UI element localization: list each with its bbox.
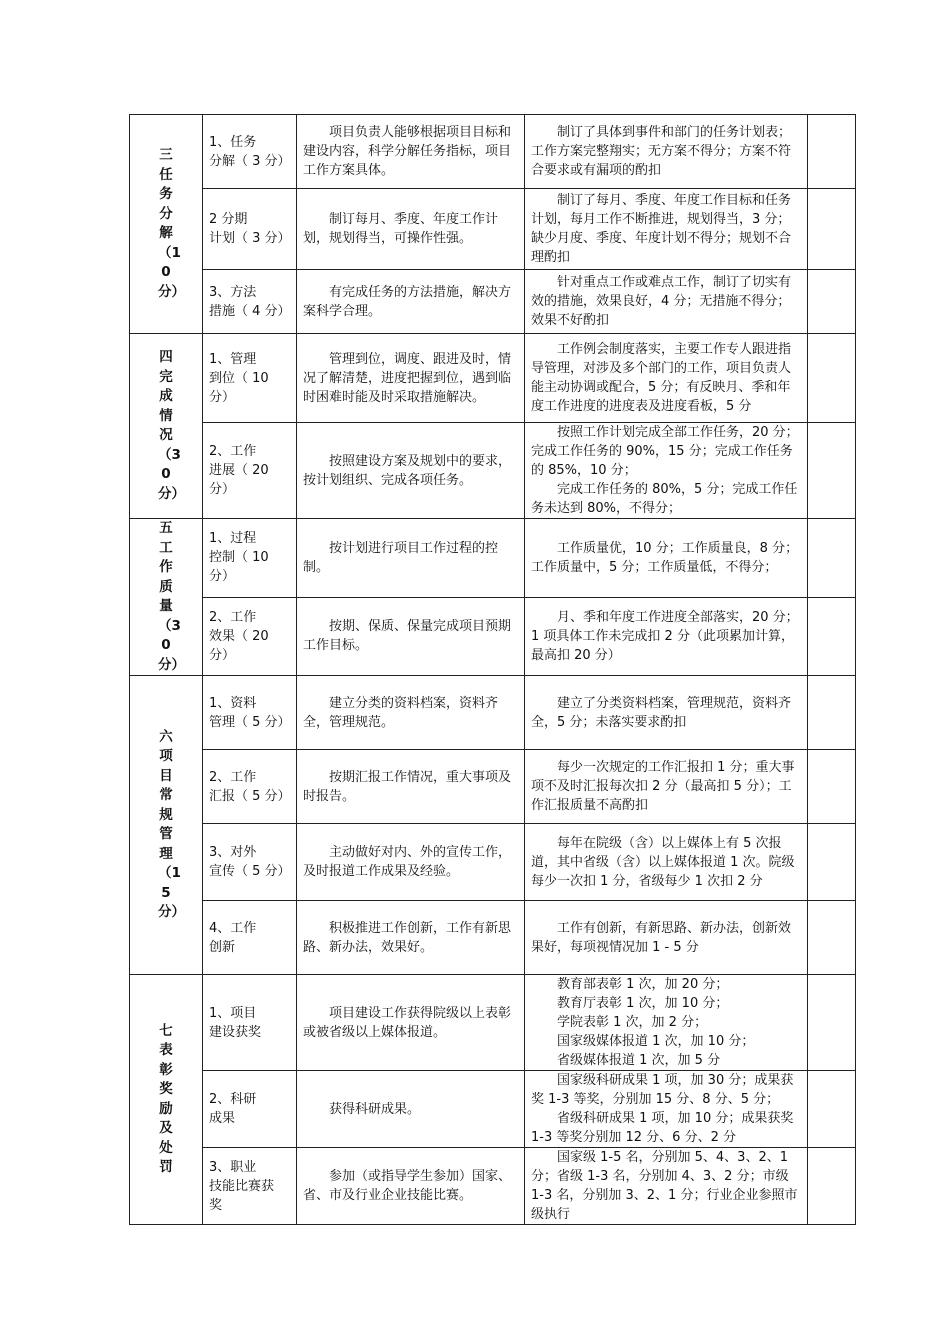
criteria-text: 按照工作计划完成全部工作任务，20 分；完成工作任务的 90%，15 分；完成工作任务的 85%，10 分； 完成工作任务的 80%，5 分；完成工作任务未达到 80%，不得分； <box>531 425 799 516</box>
item-label: 1、项目 建设获奖 <box>209 1005 262 1040</box>
requirement-cell <box>297 824 525 901</box>
item-cell <box>203 1071 297 1148</box>
item-label: 1、过程 控制（ 10 分） <box>209 531 269 585</box>
criteria-cell <box>525 519 808 598</box>
requirement-cell <box>297 270 525 334</box>
criteria-cell <box>525 901 808 975</box>
category-cell <box>130 676 203 975</box>
requirement-text: 项目负责人能够根据项目目标和建设内容，科学分解任务指标，项目工作方案具体。 <box>303 125 512 178</box>
requirement-text: 获得科研成果。 <box>329 1101 421 1117</box>
requirement-cell <box>297 975 525 1071</box>
category-label: 五 工 作 质 量 （30 分） <box>158 520 185 673</box>
table-row <box>130 423 856 519</box>
criteria-cell <box>525 423 808 519</box>
item-cell <box>203 676 297 750</box>
requirement-text: 参加（或指导学生参加）国家、省、市及行业企业技能比赛。 <box>303 1169 512 1203</box>
category-cell <box>130 334 203 519</box>
requirement-text: 管理到位，调度、跟进及时，情况了解清楚，进度把握到位，遇到临时困难时能及时采取措施解决。 <box>303 351 512 405</box>
item-label: 2、工作 汇报（ 5 分） <box>209 769 291 804</box>
item-cell <box>203 597 297 676</box>
item-cell <box>203 824 297 901</box>
criteria-text: 针对重点工作或难点工作，制订了切实有效的措施，效果良好，4 分；无措施不得分；效果不好酌扣 <box>531 275 792 328</box>
category-cell <box>130 519 203 676</box>
score-cell <box>808 519 856 598</box>
item-label: 1、资料 管理（ 5 分） <box>209 695 291 730</box>
score-cell <box>808 334 856 423</box>
criteria-cell <box>525 1071 808 1148</box>
score-cell <box>808 1148 856 1225</box>
score-cell <box>808 824 856 901</box>
criteria-text: 月、季和年度工作进度全部落实，20 分；1 项具体工作未完成扣 2 分（此项累加计算，最高扣 20 分） <box>531 609 799 663</box>
criteria-text: 每少一次规定的工作汇报扣 1 分；重大事项不及时汇报每次扣 2 分（最高扣 5 分）；工作汇报质量不高酌扣 <box>531 760 795 813</box>
item-label: 4、工作 创新 <box>209 920 257 955</box>
score-cell <box>808 676 856 750</box>
item-label: 3、职业 技能比赛获 奖 <box>209 1159 275 1213</box>
table-row <box>130 115 856 189</box>
score-cell <box>808 901 856 975</box>
requirement-cell <box>297 519 525 598</box>
score-cell <box>808 1071 856 1148</box>
requirement-text: 制订每月、季度、年度工作计划，规划得当，可操作性强。 <box>303 212 499 246</box>
score-cell <box>808 270 856 334</box>
requirement-cell <box>297 115 525 189</box>
item-cell <box>203 901 297 975</box>
item-cell <box>203 423 297 519</box>
item-cell <box>203 115 297 189</box>
criteria-cell <box>525 824 808 901</box>
requirement-text: 按计划进行项目工作过程的控制。 <box>303 540 499 575</box>
requirement-text: 建立分类的资料档案，资料齐全，管理规范。 <box>303 695 499 730</box>
requirement-cell <box>297 334 525 423</box>
item-cell <box>203 519 297 598</box>
table-row <box>130 750 856 824</box>
item-cell <box>203 975 297 1071</box>
item-cell <box>203 270 297 334</box>
requirement-text: 有完成任务的方法措施，解决方案科学合理。 <box>303 284 512 319</box>
requirement-text: 按期、保质、保量完成项目预期工作目标。 <box>303 619 512 654</box>
requirement-cell <box>297 1071 525 1148</box>
item-cell <box>203 334 297 423</box>
criteria-cell <box>525 115 808 189</box>
table-row <box>130 519 856 598</box>
requirement-text: 按期汇报工作情况，重大事项及时报告。 <box>303 769 512 804</box>
requirement-text: 项目建设工作获得院级以上表彰或被省级以上媒体报道。 <box>303 1005 512 1040</box>
item-cell <box>203 1148 297 1225</box>
requirement-text: 积极推进工作创新，工作有新思路、新办法，效果好。 <box>303 920 512 955</box>
requirement-cell <box>297 1148 525 1225</box>
table-row <box>130 824 856 901</box>
criteria-text: 制订了每月、季度、年度工作目标和任务计划，每月工作不断推进，规划得当，3 分；缺少月度、季度、年度计划不得分；规划不合理酌扣 <box>531 193 792 265</box>
criteria-text: 工作质量优，10 分；工作质量良，8 分；工作质量中，5 分；工作质量低，不得分； <box>531 540 799 575</box>
table-row <box>130 1148 856 1225</box>
criteria-text: 工作例会制度落实，主要工作专人跟进指导管理，对涉及多个部门的工作，项目负责人能主动协调或配合，5 分；有反映月、季和年度工作进度的进度表及进度看板，5 分 <box>531 342 792 414</box>
table-row <box>130 270 856 334</box>
criteria-cell <box>525 334 808 423</box>
item-label: 3、方法 措施（ 4 分） <box>209 284 291 319</box>
requirement-text: 主动做好对内、外的宣传工作，及时报道工作成果及经验。 <box>303 845 512 879</box>
score-cell <box>808 115 856 189</box>
item-cell <box>203 189 297 270</box>
criteria-cell <box>525 750 808 824</box>
requirement-cell <box>297 423 525 519</box>
table-row <box>130 1071 856 1148</box>
criteria-cell <box>525 676 808 750</box>
item-label: 2、工作 效果（ 20 分） <box>209 609 269 663</box>
criteria-text: 国家级 1-5 名，分别加 5、4、3、2、1 分；省级 1-3 名，分别加 4、3、2 分；市级 1-3 名，分别加 3、2、1 分；行业企业参照市级执行 <box>531 1150 798 1222</box>
score-cell <box>808 189 856 270</box>
table-row <box>130 334 856 423</box>
item-label: 2、科研 成果 <box>209 1092 257 1126</box>
criteria-cell <box>525 1148 808 1225</box>
requirement-cell <box>297 901 525 975</box>
criteria-text: 教育部表彰 1 次，加 20 分； 教育厅表彰 1 次，加 10 分； 学院表彰 1 次，加 2 分； 国家级媒体报道 1 次，加 10 分； 省级媒体报道 1 次，加 5 分 <box>557 977 755 1068</box>
table-row <box>130 676 856 750</box>
criteria-cell <box>525 189 808 270</box>
requirement-cell <box>297 750 525 824</box>
category-label: 三 任 务 分 解 （10 分） <box>158 147 185 300</box>
score-cell <box>808 597 856 676</box>
score-cell <box>808 750 856 824</box>
score-cell <box>808 975 856 1071</box>
table-row <box>130 901 856 975</box>
table-row <box>130 189 856 270</box>
requirement-cell <box>297 597 525 676</box>
criteria-cell <box>525 975 808 1071</box>
item-cell <box>203 750 297 824</box>
criteria-cell <box>525 270 808 334</box>
requirement-cell <box>297 676 525 750</box>
category-cell <box>130 975 203 1225</box>
criteria-text: 制订了具体到事件和部门的任务计划表；工作方案完整翔实；无方案不得分；方案不符合要求或有漏项的酌扣 <box>531 125 792 178</box>
score-cell <box>808 423 856 519</box>
table-row <box>130 975 856 1071</box>
requirement-cell <box>297 189 525 270</box>
criteria-text: 国家级科研成果 1 项，加 30 分；成果获奖 1-3 等奖，分别加 15 分、8 分、5 分； 省级科研成果 1 项，加 10 分；成果获奖 1-3 等奖分别加 12 分、6 分、2 分 <box>531 1073 794 1145</box>
category-cell <box>130 115 203 334</box>
criteria-text: 每年在院级（含）以上媒体上有 5 次报道，其中省级（含）以上媒体报道 1 次。院级每少一次扣 1 分，省级每少 1 次扣 2 分 <box>531 835 795 889</box>
item-label: 1、任务 分解（ 3 分） <box>209 134 291 169</box>
category-label: 七 表 彰 奖 励 及 处 罚 <box>159 1022 173 1175</box>
evaluation-table <box>129 114 856 1225</box>
item-label: 3、对外 宣传（ 5 分） <box>209 845 291 879</box>
table-row <box>130 597 856 676</box>
requirement-text: 按照建设方案及规划中的要求，按计划组织、完成各项任务。 <box>303 453 512 488</box>
criteria-text: 建立了分类资料档案，管理规范，资料齐全，5 分；未落实要求酌扣 <box>531 695 792 730</box>
category-label: 六 项 目 常 规 管 理 （15 分） <box>158 728 185 920</box>
criteria-cell <box>525 597 808 676</box>
item-label: 2 分期 计划（ 3 分） <box>209 212 291 246</box>
item-label: 1、管理 到位（ 10 分） <box>209 351 269 405</box>
criteria-text: 工作有创新，有新思路、新办法，创新效果好，每项视情况加 1 - 5 分 <box>531 920 792 955</box>
category-label: 四 完 成 情 况 （30 分） <box>158 349 185 502</box>
item-label: 2、工作 进展（ 20 分） <box>209 444 269 497</box>
